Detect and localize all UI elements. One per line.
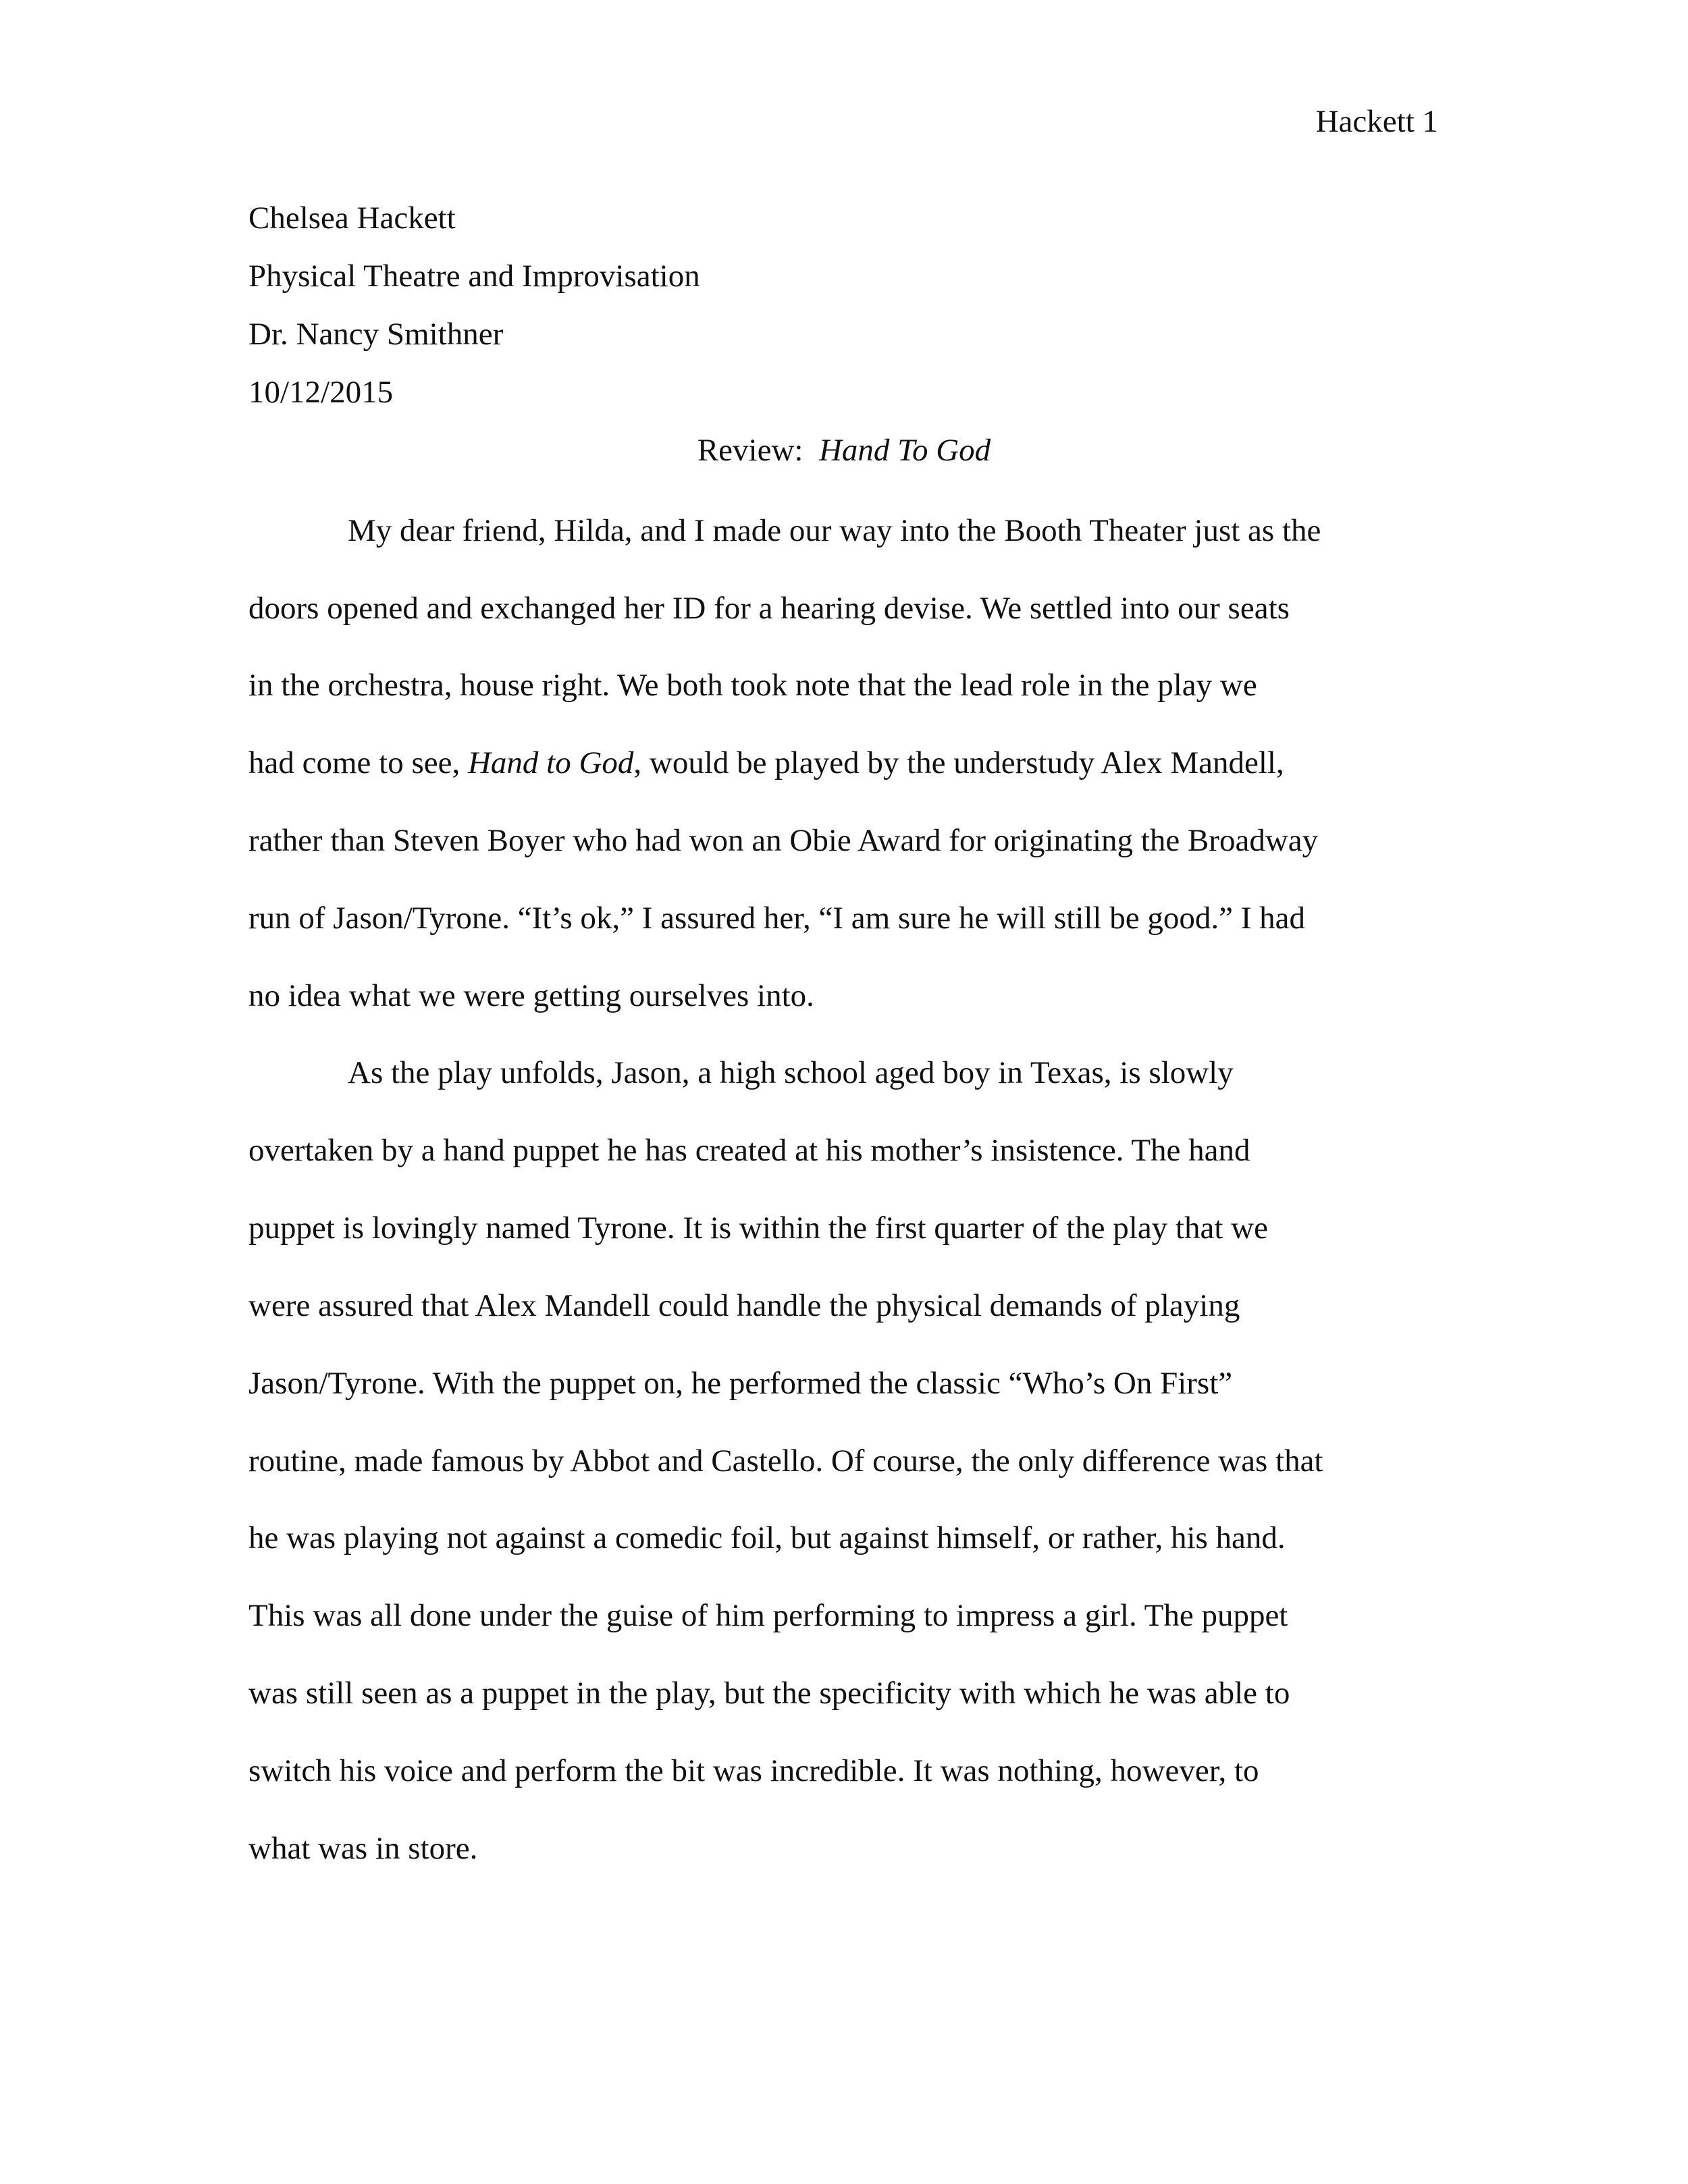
paragraph-2-line-8: This was all done under the guise of him performing to impress a girl. The puppet (248, 1598, 1288, 1633)
paragraph-1-line-4 (248, 743, 1284, 783)
author-name: Chelsea Hackett (248, 201, 456, 236)
paragraph-2-line-4: were assured that Alex Mandell could handle the physical demands of playing (248, 1288, 1240, 1323)
paragraph-1-line-7: no idea what we were getting ourselves into. (248, 978, 814, 1013)
page-title (248, 430, 1440, 471)
paragraph-1-line-3: in the orchestra, house right. We both took note that the lead role in the play we (248, 668, 1257, 703)
title-work: Hand To God (818, 433, 991, 468)
paragraph-2-line-3: puppet is lovingly named Tyrone. It is within the first quarter of the play that we (248, 1210, 1268, 1246)
paragraph-2-line-2: overtaken by a hand puppet he has created at his mother’s insistence. The hand (248, 1133, 1250, 1168)
paragraph-1-line-2: doors opened and exchanged her ID for a hearing devise. We settled into our seats (248, 591, 1290, 626)
paragraph-2-line-1: As the play unfolds, Jason, a high school aged boy in Texas, is slowly (348, 1055, 1234, 1090)
running-header: Hackett 1 (1315, 104, 1438, 139)
title-prefix: Review: (697, 433, 803, 468)
paragraph-1-line-1: My dear friend, Hilda, and I made our way into the Booth Theater just as the (348, 513, 1321, 548)
paragraph-2-line-11: what was in store. (248, 1831, 478, 1866)
paragraph-2-line-6: routine, made famous by Abbot and Castello. Of course, the only difference was that (248, 1443, 1323, 1479)
paragraph-2-line-7: he was playing not against a comedic foil, but against himself, or rather, his hand. (248, 1520, 1286, 1555)
play-title-italic: Hand to God (467, 745, 634, 780)
instructor-name: Dr. Nancy Smithner (248, 317, 504, 352)
paragraph-2-line-5: Jason/Tyrone. With the puppet on, he performed the classic “Who’s On First” (248, 1366, 1233, 1401)
line-text: had come to see, (248, 745, 468, 780)
paragraph-1-line-6: run of Jason/Tyrone. “It’s ok,” I assured her, “I am sure he will still be good.” I had (248, 901, 1305, 936)
course-name: Physical Theatre and Improvisation (248, 259, 700, 294)
paragraph-2-line-9: was still seen as a puppet in the play, but the specificity with which he was able to (248, 1676, 1290, 1711)
paragraph-2-line-10: switch his voice and perform the bit was incredible. It was nothing, however, to (248, 1753, 1259, 1788)
line-text: , would be played by the understudy Alex Mandell, (633, 745, 1284, 780)
paragraph-1-line-5: rather than Steven Boyer who had won an Obie Award for originating the Broadway (248, 823, 1319, 858)
submission-date: 10/12/2015 (248, 375, 394, 410)
mla-heading (248, 198, 700, 430)
